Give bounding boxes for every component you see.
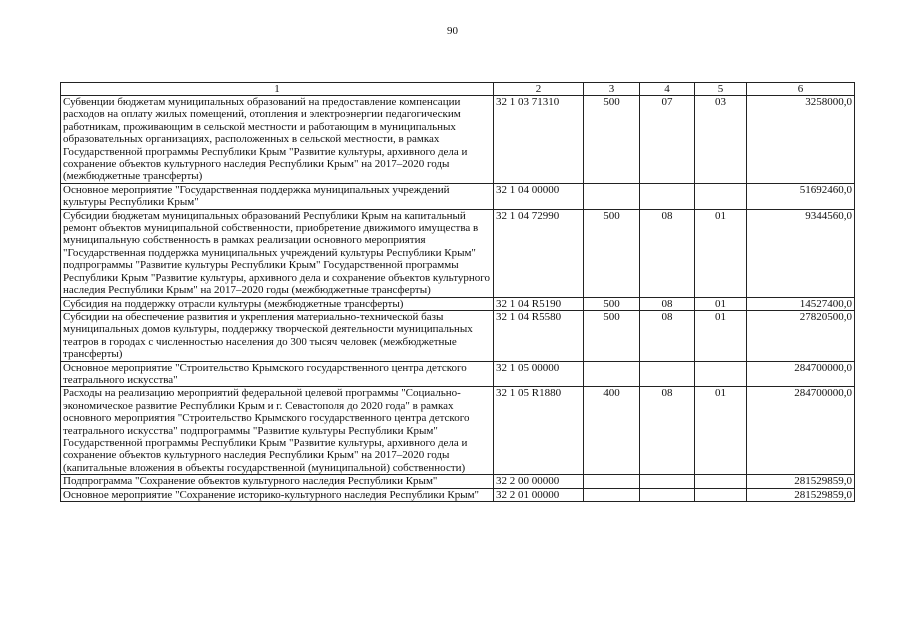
row-col3 — [584, 361, 640, 387]
row-col3: 500 — [584, 297, 640, 310]
row-description: Субсидии на обеспечение развития и укрепления материально-технической базы муниципальных домов культуры, поддержку творческой деятельности муниципальных театров в городах с численностью населения до 300 тысяч человек (межбюджетные трансферты) — [61, 310, 494, 361]
row-code: 32 2 01 00000 — [494, 488, 584, 501]
row-description: Субсидии бюджетам муниципальных образований Республики Крым на капитальный ремонт объектов муниципальной собственности, приобретение движимого имущества в муниципальную собственность в рамках реализации основного мероприятия "Государственная поддержка муниципальных учреждений культуры Республики Крым" подпрограммы "Развитие культуры Республики Крым" Государственной программы Республики Крым "Развитие культуры, архивного дела и сохранение объектов культурного наследия Республики Крым" на 2017–2020 годы (межбюджетные трансферты) — [61, 209, 494, 297]
row-col3: 500 — [584, 96, 640, 184]
row-code: 32 1 04 72990 — [494, 209, 584, 297]
column-header: 3 — [584, 83, 640, 96]
row-code: 32 1 05 R1880 — [494, 387, 584, 475]
row-col5: 01 — [695, 297, 747, 310]
table-row — [61, 310, 855, 361]
row-col4 — [640, 475, 695, 488]
table-row — [61, 475, 855, 488]
row-col3: 400 — [584, 387, 640, 475]
column-header: 5 — [695, 83, 747, 96]
row-amount: 281529859,0 — [747, 488, 855, 501]
row-col4 — [640, 361, 695, 387]
row-amount: 3258000,0 — [747, 96, 855, 184]
page-number: 90 — [447, 25, 458, 37]
row-description: Расходы на реализацию мероприятий федеральной целевой программы "Социально-экономическое развитие Республики Крым и г. Севастополя до 2020 года" в рамках основного мероприятия "Строительство Крымского государственного центра детского театрального искусства" подпрограммы "Развитие культуры Республики Крым" Государственной программы Республики Крым "Развитие культуры, архивного дела и сохранение объектов культурного наследия Республики Крым" на 2017–2020 годы (капитальные вложения в объекты государственной (муниципальной) собственности) — [61, 387, 494, 475]
row-code: 32 1 04 R5580 — [494, 310, 584, 361]
row-col3 — [584, 488, 640, 501]
row-col5: 03 — [695, 96, 747, 184]
row-col5: 01 — [695, 387, 747, 475]
row-col4 — [640, 488, 695, 501]
table-row — [61, 183, 855, 209]
row-code: 32 1 03 71310 — [494, 96, 584, 184]
column-header: 6 — [747, 83, 855, 96]
row-description: Подпрограмма "Сохранение объектов культурного наследия Республики Крым" — [61, 475, 494, 488]
row-col4 — [640, 183, 695, 209]
row-code: 32 2 00 00000 — [494, 475, 584, 488]
row-col4: 08 — [640, 297, 695, 310]
table-row — [61, 209, 855, 297]
row-code: 32 1 04 R5190 — [494, 297, 584, 310]
row-col5: 01 — [695, 209, 747, 297]
row-description: Основное мероприятие "Строительство Крымского государственного центра детского театрального искусства" — [61, 361, 494, 387]
row-code: 32 1 04 00000 — [494, 183, 584, 209]
column-header: 2 — [494, 83, 584, 96]
row-col5: 01 — [695, 310, 747, 361]
row-code: 32 1 05 00000 — [494, 361, 584, 387]
row-amount: 27820500,0 — [747, 310, 855, 361]
row-amount: 281529859,0 — [747, 475, 855, 488]
row-col5 — [695, 183, 747, 209]
table-header-row — [61, 83, 855, 96]
budget-table — [60, 82, 855, 502]
row-amount: 284700000,0 — [747, 387, 855, 475]
table-row — [61, 488, 855, 501]
row-col3 — [584, 475, 640, 488]
row-col5 — [695, 488, 747, 501]
row-amount: 51692460,0 — [747, 183, 855, 209]
row-col3 — [584, 183, 640, 209]
row-amount: 9344560,0 — [747, 209, 855, 297]
row-amount: 14527400,0 — [747, 297, 855, 310]
table-row — [61, 387, 855, 475]
row-col4: 08 — [640, 310, 695, 361]
row-col3: 500 — [584, 310, 640, 361]
row-description: Основное мероприятие "Государственная поддержка муниципальных учреждений культуры Республики Крым" — [61, 183, 494, 209]
row-description: Субвенции бюджетам муниципальных образований на предоставление компенсации расходов на оплату жилых помещений, отопления и электроэнергии педагогическим работникам, проживающим в сельской местности и работающим в муниципальных образовательных организациях, расположенных в сельской местности, в рамках Государственной программы Республики Крым "Развитие культуры, архивного дела и сохранение объектов культурного наследия Республики Крым" на 2017–2020 годы (межбюджетные трансферты) — [61, 96, 494, 184]
table-row — [61, 361, 855, 387]
row-description: Субсидия на поддержку отрасли культуры (межбюджетные трансферты) — [61, 297, 494, 310]
column-header: 4 — [640, 83, 695, 96]
row-col4: 08 — [640, 209, 695, 297]
row-col5 — [695, 475, 747, 488]
table-row — [61, 96, 855, 184]
row-col4: 07 — [640, 96, 695, 184]
column-header: 1 — [61, 83, 494, 96]
table-row — [61, 297, 855, 310]
row-amount: 284700000,0 — [747, 361, 855, 387]
row-col4: 08 — [640, 387, 695, 475]
row-col3: 500 — [584, 209, 640, 297]
row-col5 — [695, 361, 747, 387]
row-description: Основное мероприятие "Сохранение историко-культурного наследия Республики Крым" — [61, 488, 494, 501]
